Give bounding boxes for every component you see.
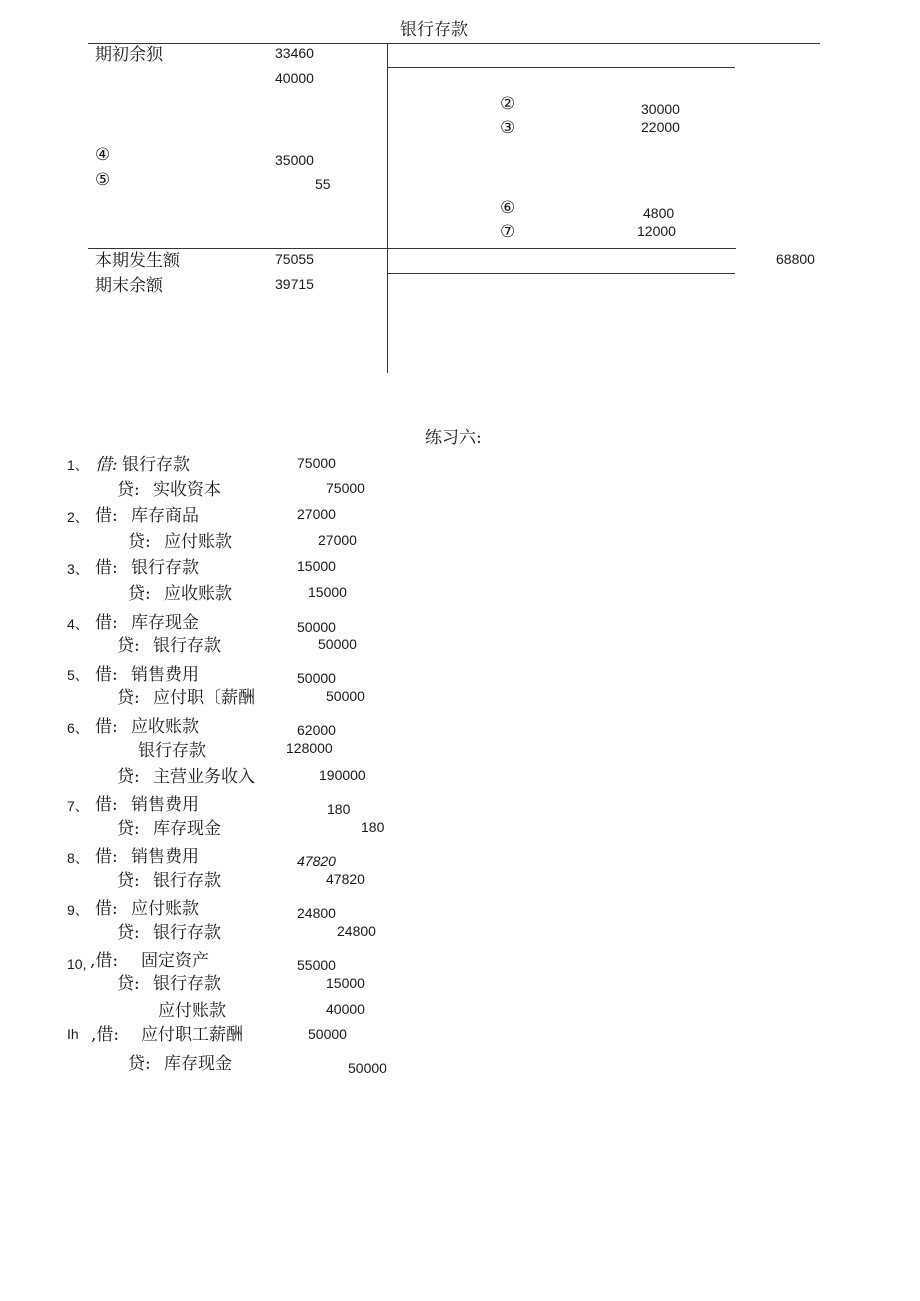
entry-amount: 50000 bbox=[308, 1026, 347, 1042]
entry-number: 10, bbox=[67, 956, 87, 972]
entry-direction: 贷: bbox=[117, 688, 140, 708]
entry-direction: 贷: bbox=[117, 923, 140, 943]
entry-account: 销售费用 bbox=[131, 795, 199, 815]
entry-number: 2、 bbox=[67, 509, 89, 525]
period-total-label: 本期发生额 bbox=[95, 251, 180, 271]
entry-amount: 50000 bbox=[326, 688, 365, 704]
entry-account: 应付职工薪酬 bbox=[141, 1025, 243, 1045]
entry-account: 银行存款 bbox=[153, 923, 221, 943]
entry-amount: 24800 bbox=[297, 905, 336, 921]
credit-entry-mark: ⑥ bbox=[500, 198, 516, 218]
opening-balance-value: 33460 bbox=[275, 45, 314, 61]
entry-number: Ih bbox=[67, 1026, 79, 1042]
credit-entry-mark: ② bbox=[500, 94, 516, 114]
entry-account: 库存现金 bbox=[164, 1054, 232, 1074]
entry-direction: 借: bbox=[95, 613, 118, 633]
entry-amount: 50000 bbox=[318, 636, 357, 652]
entry-account: 应收账款 bbox=[164, 584, 232, 604]
entry-direction: 贷: bbox=[117, 871, 140, 891]
entry-direction: ,借: bbox=[91, 1025, 120, 1045]
entry-amount: 55000 bbox=[297, 957, 336, 973]
ledger-title: 银行存款 bbox=[400, 20, 468, 40]
entry-amount: 47820 bbox=[297, 853, 336, 869]
opening-balance-label: 期初余狈 bbox=[95, 45, 163, 65]
entry-amount: 190000 bbox=[319, 767, 366, 783]
entry-account: 应付账款 bbox=[158, 1001, 226, 1021]
ledger-top-rule bbox=[88, 43, 820, 44]
debit-entry-value: 35000 bbox=[275, 152, 314, 168]
entry-direction: 贷: bbox=[128, 584, 151, 604]
entry-direction: 贷: bbox=[117, 636, 140, 656]
entry-amount: 47820 bbox=[326, 871, 365, 887]
entry-amount: 180 bbox=[361, 819, 385, 835]
entry-account: 主营业务收入 bbox=[153, 767, 255, 787]
entry-account: 银行存款 bbox=[153, 871, 221, 891]
credit-entry-value: 30000 bbox=[641, 101, 680, 117]
ledger-period-bottom-rule bbox=[388, 273, 735, 274]
entry-account: 应收账款 bbox=[131, 717, 199, 737]
entry-number: 5、 bbox=[67, 667, 89, 683]
entry-account: 库存现金 bbox=[153, 819, 221, 839]
entry-direction: 借: bbox=[95, 506, 118, 526]
entry-amount: 15000 bbox=[308, 584, 347, 600]
entry-amount: 128000 bbox=[286, 740, 333, 756]
entry-amount: 75000 bbox=[297, 455, 336, 471]
entry-account: 银行存款 bbox=[153, 974, 221, 994]
entry-direction: 借: bbox=[95, 455, 118, 475]
ledger-period-top-rule bbox=[88, 248, 736, 249]
entry-amount: 50000 bbox=[348, 1060, 387, 1076]
entry-direction: ,借: bbox=[90, 951, 119, 971]
period-debit-total: 75055 bbox=[275, 251, 314, 267]
entry-direction: 贷: bbox=[117, 974, 140, 994]
entry-amount: 62000 bbox=[297, 722, 336, 738]
debit-entry-mark: ⑤ bbox=[95, 170, 111, 190]
entry-direction: 贷: bbox=[128, 532, 151, 552]
entry-direction: 借: bbox=[95, 899, 118, 919]
entry-direction: 借: bbox=[95, 717, 118, 737]
entry-direction: 贷: bbox=[117, 767, 140, 787]
entry-account: 银行存款 bbox=[153, 636, 221, 656]
exercise-title: 练习六: bbox=[425, 428, 482, 448]
entry-account: 银行存款 bbox=[138, 741, 206, 761]
credit-entry-mark: ⑦ bbox=[500, 222, 516, 242]
entry-number: 6、 bbox=[67, 720, 89, 736]
entry-account: 销售费用 bbox=[131, 665, 199, 685]
entry-account: 销售费用 bbox=[131, 847, 199, 867]
entry-direction: 贷: bbox=[117, 819, 140, 839]
entry-account: 实收资本 bbox=[153, 480, 221, 500]
entry-amount: 40000 bbox=[326, 1001, 365, 1017]
entry-amount: 24800 bbox=[337, 923, 376, 939]
period-credit-total: 68800 bbox=[776, 251, 815, 267]
entry-account: 应付账款 bbox=[164, 532, 232, 552]
debit-entry-value: 55 bbox=[315, 176, 331, 192]
entry-account: 银行存款 bbox=[122, 455, 190, 475]
entry-number: 3、 bbox=[67, 561, 89, 577]
entry-amount: 27000 bbox=[318, 532, 357, 548]
entry-amount: 75000 bbox=[326, 480, 365, 496]
entry-direction: 贷: bbox=[117, 480, 140, 500]
entry-direction: 借: bbox=[95, 847, 118, 867]
credit-entry-value: 12000 bbox=[637, 223, 676, 239]
credit-entry-value: 4800 bbox=[643, 205, 675, 221]
entry-amount: 27000 bbox=[297, 506, 336, 522]
entry-amount: 180 bbox=[327, 801, 351, 817]
entry-account: 应付账款 bbox=[131, 899, 199, 919]
closing-balance-value: 39715 bbox=[275, 276, 314, 292]
debit-entry-mark: ④ bbox=[95, 145, 111, 165]
entry-number: 8、 bbox=[67, 850, 89, 866]
closing-balance-label: 期末余额 bbox=[95, 276, 163, 296]
entry-direction: 借: bbox=[95, 665, 118, 685]
debit-entry-value: 40000 bbox=[275, 70, 314, 86]
entry-direction: 贷: bbox=[128, 1054, 151, 1074]
entry-direction: 借: bbox=[95, 795, 118, 815]
entry-number: 7、 bbox=[67, 798, 89, 814]
entry-amount: 15000 bbox=[326, 975, 365, 991]
entry-direction: 借: bbox=[95, 558, 118, 578]
entry-account: 应付职〔薪酬 bbox=[153, 688, 255, 708]
entry-account: 固定资产 bbox=[141, 951, 209, 971]
entry-account: 银行存款 bbox=[131, 558, 199, 578]
ledger-center-divider bbox=[387, 43, 388, 373]
entry-number: 4、 bbox=[67, 616, 89, 632]
ledger-credit-header-rule bbox=[388, 67, 735, 68]
credit-entry-value: 22000 bbox=[641, 119, 680, 135]
entry-amount: 50000 bbox=[297, 619, 336, 635]
entry-amount: 15000 bbox=[297, 558, 336, 574]
entry-number: 1、 bbox=[67, 457, 89, 473]
entry-account: 库存商品 bbox=[131, 506, 199, 526]
entry-number: 9、 bbox=[67, 902, 89, 918]
entry-amount: 50000 bbox=[297, 670, 336, 686]
credit-entry-mark: ③ bbox=[500, 118, 516, 138]
entry-account: 库存现金 bbox=[131, 613, 199, 633]
